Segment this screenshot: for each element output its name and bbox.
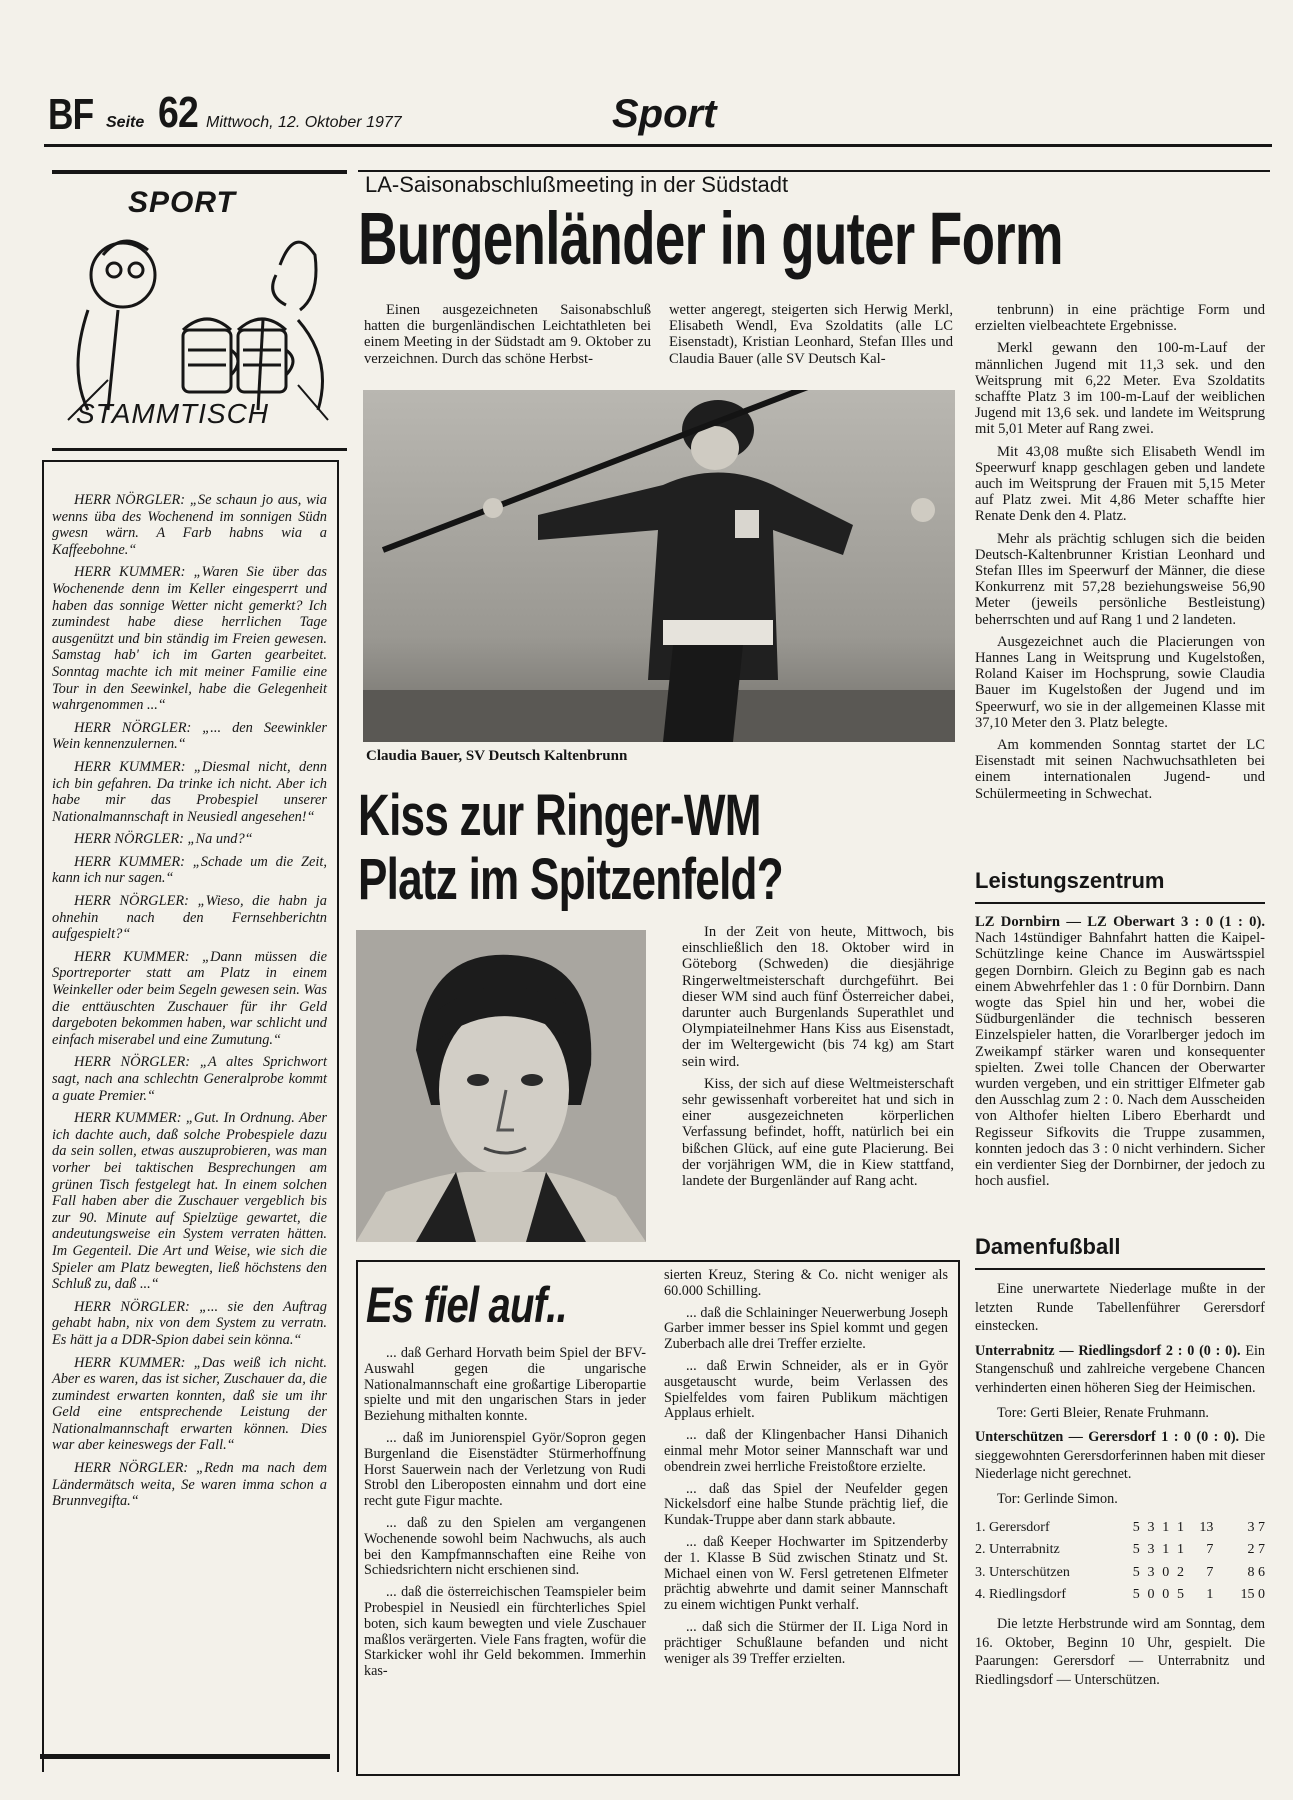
standings-row [975,1517,1265,1540]
standings-cell-goals: 1 [1206,1587,1214,1603]
la-paragraph: Mehr als prächtig schlugen sich die beiden Deutsch-Kaltenbrunner Kristian Leonhard und Stefan Illes im Speerwurf der Männer, die diese Konkurrenz mit 57,28 beziehungsweise 56,90 Meter (jeweils persönliche Bestleistung) beherrschten und auf Rang 1 und 2 landeten. [975,530,1265,628]
stammtisch-paragraph: HERR KUMMER: „Das weiß ich nicht. Aber es waren, das ist sicher, Zuschauer da, die zumindest erwarten konnten, daß sie um ihr Geld eine entsprechende Leistung der Nationalmannschaft erwarten können. Dies war aber keineswegs der Fall.“ [52,1354,327,1454]
photo-claudia-bauer [363,390,955,742]
stammtisch-paragraph: HERR NÖRGLER: „Se schaun jo aus, wia wenns üba des Wochenend im sonnigen Südn gwesn wärn. A Farb habns wia a Kaffeebohne.“ [52,492,327,558]
standings-cell-l: 5 [1176,1587,1184,1603]
damen-intro: Eine unerwartete Niederlage mußte in der letzten Runde Tabellenführer Gerersdorf einstecken. [975,1281,1265,1335]
stammtisch-logo-top: SPORT [128,186,236,219]
standings-cell-goals: 7 [1206,1542,1214,1558]
esfiel-item: ... daß Keeper Hochwarter im Spitzenderby der 1. Klasse B Süd zwischen Stinatz und St. Michael einen von W. Fersl getretenen Elfmeter prächtig abwehrte und damit seiner Mannschaft zu einem wichtigen Punkt verhalf. [664,1533,948,1614]
standings-row [975,1584,1265,1607]
kiss-column [682,924,954,1189]
stammtisch-paragraph: HERR KUMMER: „Dann müssen die Sportreporter statt am Platz in einem Weinkeller oder beim Segeln gewesen sein. Was die enttäuschten Zuschauer für ihr Geld dargeboten bekommen haben, war schlicht und einfach miserabel und eine Zumutung.“ [52,948,327,1048]
standings-cell-w: 3 [1147,1564,1155,1580]
damen-outro: Die letzte Herbstrunde wird am Sonntag, dem 16. Oktober, Beginn 10 Uhr, gespielt. Die Paarungen: Gerersdorf — Unterrabnitz und Riedlingsdorf — Unterschützen. [975,1615,1265,1688]
standings-cell-goals: 13 [1199,1519,1214,1535]
standings-cell-pts: 2 7 [1247,1542,1265,1558]
standings-cell-d: 1 [1162,1519,1170,1535]
photo-hans-kiss [356,930,646,1242]
damen-column [975,1280,1265,1689]
standings-cell-d: 1 [1162,1542,1170,1558]
photo-caption-bauer: Claudia Bauer, SV Deutsch Kaltenbrunn [366,748,628,764]
standings-cell-w: 3 [1147,1542,1155,1558]
damen-match2-scorers: Tor: Gerlinde Simon. [997,1490,1118,1507]
stammtisch-paragraph: HERR NÖRGLER: „A altes Sprichwort sagt, nach ana schlechtn Generalprobe kommt a guate Premier.“ [52,1054,327,1104]
esfiel-item: ... daß Gerhard Horvath beim Spiel der BFV-Auswahl gegen die ungarische Nationalmannschaft eine großartige Liberopartie spielte und mit den ungarischen Stars in jeder Beziehung mithalten konnte. [364,1345,646,1425]
la-paragraph: tenbrunn) in eine prächtige Form und erzielten vielbeachtete Ergebnisse. [975,302,1265,335]
standings-cell-team: 4. Riedlingsdorf [975,1587,1066,1603]
page-label: Seite [106,114,145,131]
esfiel-col2 [664,1268,948,1667]
standings-cell-l: 1 [1176,1542,1184,1558]
standings-cell-goals: 7 [1206,1564,1214,1580]
damen-rule [975,1268,1265,1270]
la-col2: wetter angeregt, steigerten sich Herwig Merkl, Elisabeth Wendl, Eva Szoldatits (alle LC Eisenstadt), Kristian Leonhard, Stefan Illes und Claudia Bauer (alle SV Deutsch Kal- [669,302,953,367]
standings-cell-team: 1. Gerersdorf [975,1519,1050,1535]
lz-rule [975,902,1265,904]
la-paragraph: Am kommenden Sonntag startet der LC Eisenstadt mit seinen Nachwuchsathleten bei einem internationalen Jugend- und Schülermeeting in Schwechat. [975,737,1265,802]
la-paragraph: Mit 43,08 mußte sich Elisabeth Wendl im Speerwurf knapp geschlagen geben und landete auch im Weitsprung der Frauen mit 5,15 Meter auf Platz zwei. Mit 4,86 Meter schaffte hier Renate Denk den 4. Platz. [975,443,1265,525]
esfiel-item: ... daß die Schlaininger Neuerwerbung Joseph Garber immer besser ins Spiel kommt und gegen Zuberbach alle drei Treffer erzielte. [664,1304,948,1353]
esfiel-headline: Es fiel auf.. [366,1277,567,1333]
stammtisch-top-rule [52,170,347,174]
lz-column [975,914,1265,1189]
stammtisch-column [52,492,327,1510]
standings-cell-l: 2 [1176,1564,1184,1580]
stammtisch-paragraph: HERR KUMMER: „Gut. In Ordnung. Aber ich dachte auch, daß solche Probespiele dazu da sein sollen, etwas auszuprobieren, was man vorher bei taktischen Besprechungen am grünen Tisch festgelegt hat. In einem solchen Fall haben aber die Zuschauer vergeblich bis zur 90. Minute auf Spielzüge gewartet, die andeutungsweise ein System verraten hätten. Im Gegenteil. Die Art und Weise, wie sich die Spieler am Platz bewegten, ließ höchstens den Schluß zu, daß ...“ [52,1110,327,1293]
standings-cell-d: 0 [1162,1564,1170,1580]
esfiel-item: ... daß sich die Stürmer der II. Liga Nord in prächtiger Schußlaune befanden und nicht weniger als 39 Treffer erzielten. [664,1618,948,1667]
masthead-rule [44,144,1272,147]
standings-row [975,1539,1265,1562]
standings-cell-s: 5 [1132,1519,1140,1535]
stammtisch-paragraph: HERR KUMMER: „Waren Sie über das Wochenende denn im Keller eingesperrt und haben das sonnige Wetter nicht gemerkt? Ich zumindest habe diese herrlichen Tage ausgenützt und bin ständig im Freien gewesen. Samstag hab' ich im Garten gearbeitet. Sonntag machte ich mit meiner Familie eine Tour in den Seewinkel, habe die Gelegenheit wahrgenommen ...“ [52,564,327,714]
stammtisch-paragraph: HERR NÖRGLER: „Redn ma nach dem Ländermätsch weita, Se waren imma schon a Brunnvegifta.“ [52,1460,327,1510]
la-kicker: LA-Saisonabschlußmeeting in der Südstadt [365,172,789,197]
page-number: 62 [158,88,198,137]
page-date: Mittwoch, 12. Oktober 1977 [206,114,402,131]
la-headline: Burgenländer in guter Form [358,197,1063,280]
lz-match: LZ Dornbirn — LZ Oberwart 3 : 0 (1 : 0). [975,914,1265,930]
esfiel-item: ... daß das Spiel der Neufelder gegen Nickelsdorf eine halbe Stunde prächtig lief, die Kundak-Truppe aber dann stark abbaute. [664,1480,948,1529]
standings-cell-d: 0 [1162,1587,1170,1603]
la-col1: Einen ausgezeichneten Saisonabschluß hatten die burgenländischen Leichtathleten bei einem Meeting in der Südstadt am 9. Oktober zu verzeichnen. Durch das schöne Herbst- [364,302,651,367]
section-title: Sport [612,92,717,136]
stammtisch-paragraph: HERR NÖRGLER: „Na und?“ [74,831,253,848]
standings-cell-s: 5 [1132,1542,1140,1558]
standings-cell-pts: 8 6 [1247,1564,1265,1580]
standings-row [975,1562,1265,1585]
stammtisch-logo-bottom: STAMMTISCH [76,398,270,429]
damen-match1: Unterrabnitz — Riedlingsdorf 2 : 0 (0 : 0). [975,1342,1241,1359]
standings-cell-w: 0 [1147,1587,1155,1603]
esfiel-item: ... daß zu den Spielen am vergangenen Wochenende sowohl beim Nachwuchs, als auch bei den Kampfmannschaften eine Reihe von Schiedsrichtern nicht erschienen sind. [364,1514,646,1579]
stammtisch-paragraph: HERR NÖRGLER: „... sie den Auftrag gehabt habn, nix von dem System zu verratn. Es hätt ja a DDR-Spion dabei sein könna.“ [52,1298,327,1348]
standings-cell-s: 5 [1132,1564,1140,1580]
esfiel-item: ... daß Erwin Schneider, als er in Györ ausgetauscht wurde, beim Verlassen des Spielfeldes vom fairen Publikum mächtigen Applaus erhielt. [664,1357,948,1422]
damen-match1-text: Ein Stangenschuß und zahlreiche vergebene Chancen verhinderten einen höheren Sieg der Heimischen. [975,1342,1266,1396]
lz-heading: Leistungszentrum [975,868,1165,893]
damen-heading: Damenfußball [975,1234,1121,1259]
esfiel-item: ... daß der Klingenbacher Hansi Dihanich einmal mehr Motor seiner Mannschaft war und obendrein zwei herrliche Freistoßtore erzielte. [664,1427,948,1475]
standings-cell-s: 5 [1132,1587,1140,1603]
la-paragraph: Ausgezeichnet auch die Placierungen von Hannes Lang in Weitsprung und Kugelstoßen, Roland Kaiser im Hochsprung, sowie Claudia Bauer im Kugelstoßen der Jugend und im Speerwurf, wo sie in der allgemeinen Klasse mit 37,10 Meter den 3. Platz belegte. [975,633,1265,731]
kiss-headline-2: Platz im Spitzenfeld? [358,847,783,912]
damen-match1-scorers: Tore: Gerti Bleier, Renate Fruhmann. [997,1404,1209,1421]
standings-cell-team: 3. Unterschützen [975,1564,1070,1580]
standings-cell-team: 2. Unterrabnitz [975,1542,1060,1558]
esfiel-col1 [364,1346,646,1680]
lz-text: Nach 14stündiger Bahnfahrt hatten die Kaipel-Schützlinge keine Chance im Auswärtsspiel gegen Dornbirn. Gleich zu Beginn gab es nach einem Abwehrfehler das 1 : 0 für Dornbirn. Dann wogte das Spiel hin und her, wobei die Südburgenländer die technisch besseren Einzelspieler hatten, die Vorarlberger jedoch im Zweikampf stärker waren und konsequenter spielten. Zwei tolle Chancen der Oberwarter wurden vergeben, und ein strittiger Elfmeter gab den Ausschlag zum 2 : 0. Nach dem Ausscheiden von Althofer hielten Libero Eberhardt und Regisseur Sifkovits die Truppe zusammen, konnten jedoch das 3 : 0 nicht verhindern. Sicher ein verdienter Sieg der Dornbirner, der jedoch zu hoch ausfiel. [975,930,1265,1190]
standings-cell-pts: 15 0 [1240,1587,1265,1603]
logo-bf: BF [48,90,94,139]
stammtisch-paragraph: HERR KUMMER: „Diesmal nicht, denn ich bin gefahren. Da trinke ich nicht. Aber ich habe mir das Probespiel unserer Nationalmannschaft in Neusiedl angesehen!“ [52,758,327,825]
stammtisch-paragraph: HERR NÖRGLER: „Wieso, die habn ja ohnehin nach den Fernsehberichtn aufgespielt?“ [52,893,327,943]
esfiel-item: sierten Kreuz, Stering & Co. nicht weniger als 60.000 Schilling. [664,1267,948,1299]
la-col3 [975,302,1265,802]
standings-cell-pts: 3 7 [1247,1519,1265,1535]
esfiel-item: ... daß im Juniorenspiel Györ/Sopron gegen Burgenland die Eisenstädter Stürmerhoffnung Horst Sauerwein nach der Verletzung von Rudi Strobl den Liberoposten einnahm und dort eine recht gute Figur machte. [364,1429,646,1510]
kiss-paragraph: Kiss, der sich auf diese Weltmeisterschaft sehr gewissenhaft vorbereitet hat und sich in einer ausgezeichneten körperlichen Verfassung befindet, hofft, natürlich bei ein bißchen Glück, auf eine gute Placierung. Bei der vorjährigen WM, die in Kiew stattfand, landete der Burgenländer auf Rang acht. [682,1075,954,1190]
stammtisch-mid-rule [52,448,347,451]
la-paragraph: Merkl gewann den 100-m-Lauf der männlichen Jugend mit 11,3 sek. und den Weitsprung mit 6,22 Meter. Eva Szoldatits schaffte Platz 3 im 100-m-Lauf der weiblichen Jugend mit 13,6 sek. und landete im Weitsprung mit 5,01 Meter auf Rang zwei. [975,340,1265,438]
stammtisch-paragraph: HERR KUMMER: „Schade um die Zeit, kann ich nur sagen.“ [52,853,327,887]
standings-table [975,1517,1265,1607]
kiss-headline-1: Kiss zur Ringer-WM [358,783,761,848]
damen-match2-text: Die sieggewohnten Gerersdorferinnen haben mit dieser Niederlage nicht gerechnet. [975,1429,1266,1483]
standings-cell-l: 1 [1176,1519,1184,1535]
standings-cell-w: 3 [1147,1519,1155,1535]
esfiel-item: ... daß die österreichischen Teamspieler beim Probespiel in Neusiedl ein fürchterliches Spiel boten, sich kaum bewegten und viele Zuschauer maßlos verärgerten. Viele Fans fragten, wofür die Starkicker wohl ihr Geld bekommen. Immerhin kas- [364,1584,646,1680]
stammtisch-bottom-rule [40,1754,330,1759]
stammtisch-paragraph: HERR NÖRGLER: „... den Seewinkler Wein kennenzulernen.“ [52,719,327,753]
kiss-paragraph: In der Zeit von heute, Mittwoch, bis einschließlich den 18. Oktober wird in Göteborg (Schweden) die diesjährige Ringerweltmeisterschaft durchgeführt. Bei dieser WM sind auch fünf Österreicher dabei, darunter auch Burgenlands Superathlet und Olympiateilnehmer Hans Kiss aus Eisenstadt, der im Weltergewicht (bis 74 kg) am Start sein wird. [682,924,954,1070]
damen-match2: Unterschützen — Gerersdorf 1 : 0 (0 : 0). [975,1429,1240,1446]
